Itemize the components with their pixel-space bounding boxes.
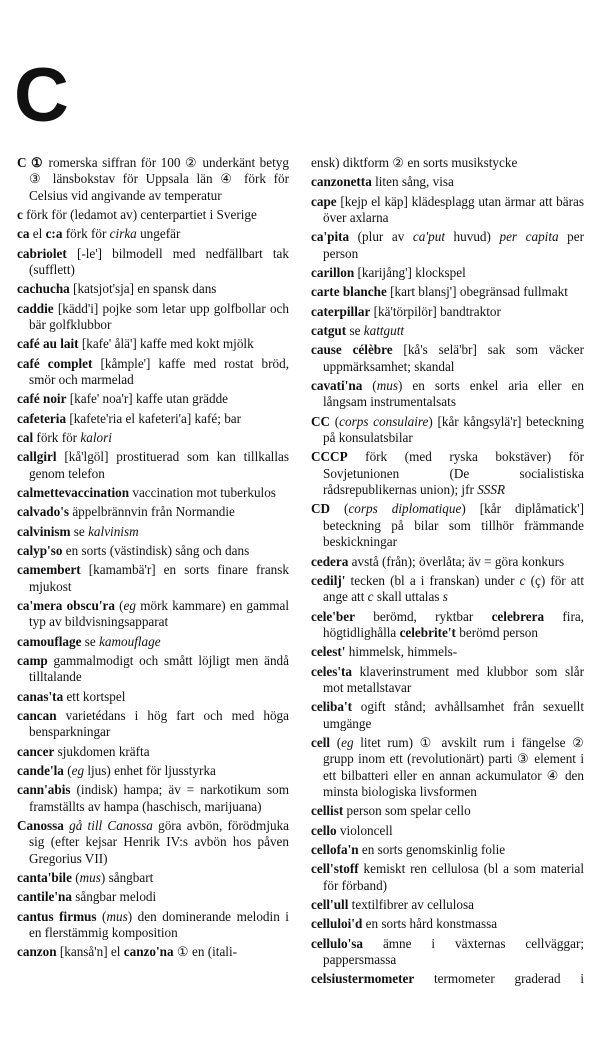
dictionary-entry — [17, 356, 289, 389]
dictionary-entry — [17, 504, 289, 520]
entry-headword: cell — [311, 734, 331, 750]
entry-text: fira, högtidlighålla — [323, 608, 584, 640]
entry-text: äppelbrännvin från Normandie — [69, 504, 235, 520]
entry-text: himmelsk, himmels- — [345, 644, 458, 660]
entry-text: liten sång, visa — [371, 174, 454, 190]
dictionary-entry — [311, 803, 584, 819]
entry-headword: cellist — [311, 803, 344, 819]
entry-italic: corps diplomatique — [348, 501, 462, 517]
dictionary-entry — [311, 194, 584, 227]
entry-headword: cell'stoff — [311, 861, 359, 877]
entry-headword: cantile'na — [17, 889, 72, 905]
dictionary-entry — [17, 485, 289, 501]
entry-italic: eg — [341, 734, 354, 750]
dictionary-entry — [17, 281, 289, 297]
entry-italic: c — [367, 589, 374, 605]
dictionary-entry — [311, 916, 584, 932]
entry-headword: c — [17, 207, 27, 223]
dictionary-entry — [311, 229, 584, 262]
entry-italic: c — [519, 572, 526, 588]
entry-text: ) den dominerande melodin i en flerstämmig komposition — [29, 908, 289, 940]
dictionary-entry — [17, 543, 289, 559]
entry-headword: cedera — [311, 553, 349, 569]
entry-text: en sorts genomskinlig folie — [358, 842, 506, 858]
entry-headword: canta'bile — [17, 870, 72, 885]
entry-headword: CD — [311, 501, 331, 517]
entry-text: ( — [63, 762, 72, 778]
dictionary-entry — [17, 524, 289, 540]
entry-headword: cedilj' — [311, 572, 346, 588]
entry-headword: canas'ta — [17, 688, 64, 704]
dictionary-entry — [17, 301, 289, 334]
entry-italic: eg — [71, 762, 85, 778]
entry-text: [-le'] bilmodell med nedfällbart tak (sufflett) — [29, 245, 289, 278]
entry-headword: c:a — [45, 226, 63, 242]
entry-headword: camouflage — [17, 633, 82, 649]
entry-headword: cancan — [17, 707, 57, 723]
entry-headword: Canossa — [17, 817, 64, 833]
dictionary-entry — [311, 501, 584, 550]
entry-text: gammalmodigt och smått löjligt men ändå tilltalande — [29, 652, 289, 685]
entry-text: förk för (ledamot av) centerpartiet i Sverige — [26, 207, 257, 223]
entry-italic: gå till Canossa — [69, 817, 153, 833]
dictionary-entry — [311, 699, 584, 732]
dictionary-entry — [17, 562, 289, 595]
entry-headword: ca'pita — [311, 229, 350, 245]
entry-text: berömd person — [455, 624, 538, 640]
entry-italic: per capita — [499, 229, 559, 245]
entry-text: person som spelar cello — [343, 803, 471, 819]
entry-headword: cause célèbre — [311, 342, 393, 358]
entry-headword: café noir — [17, 391, 67, 407]
entry-text: [kamambä'r] en sorts finare fransk mjukost — [29, 562, 289, 594]
entry-text: (ç) för att ange att — [323, 572, 584, 605]
entry-headword: cape — [311, 193, 337, 209]
dictionary-entry — [17, 226, 289, 242]
dictionary-entry — [311, 609, 584, 642]
dictionary-entry — [311, 414, 584, 447]
dictionary-entry — [17, 155, 289, 204]
entry-text: [katsjot'sja] en spansk dans — [69, 281, 217, 297]
entry-headword: calvado's — [17, 504, 70, 520]
entry-text: förk för — [33, 430, 81, 445]
dictionary-entry — [311, 573, 584, 606]
entry-headword: CC — [311, 413, 331, 429]
entry-headword: canzo'na — [123, 944, 174, 960]
entry-headword: ca — [17, 226, 30, 242]
entry-headword: caddie — [17, 300, 54, 316]
entry-text: göra avbön, förödmjuka sig (efter kejsar Henrik IV:s avbön hos påven Gregorius VII) — [29, 817, 290, 866]
entry-headword: cafeteria — [17, 410, 67, 426]
entry-text: ett kortspel — [63, 688, 126, 704]
entry-text: sjukdomen kräfta — [54, 743, 150, 759]
entry-italic: eg — [123, 597, 136, 613]
entry-text: ( — [114, 597, 124, 613]
entry-text: ) en sorts enkel aria eller en långsam instrumentalsats — [323, 377, 584, 410]
entry-headword: carillon — [311, 265, 355, 280]
entry-headword: cellulo'sa — [311, 935, 364, 951]
dictionary-entry — [17, 246, 289, 279]
entry-text: violoncell — [336, 822, 393, 838]
entry-headword: cann'abis — [17, 782, 71, 798]
entry-headword: camp — [17, 652, 48, 668]
dictionary-entry — [311, 842, 584, 858]
entry-text: romerska siffran för 100 ② underkänt betyg ③ länsbokstav för Uppsala län ④ förk för Celsius vid angivande av temperatur — [29, 155, 289, 203]
entry-italic: corps consulaire — [339, 413, 429, 429]
entry-text: [kart blansj'] obegränsad fullmakt — [386, 284, 568, 300]
entry-text: [kä'törpilör] bandtraktor — [370, 303, 501, 319]
entry-text: tecken (bl a i franskan) under — [345, 572, 520, 588]
entry-text: [kafete'ria el kafeteri'a] kafé; bar — [66, 410, 242, 426]
entry-headword: carte blanche — [311, 284, 387, 300]
entry-text: ( — [330, 413, 340, 429]
entry-headword: cantus firmus — [17, 908, 97, 924]
entry-italic: kalvinism — [88, 523, 139, 539]
section-letter: C — [14, 53, 67, 138]
dictionary-entry — [17, 391, 289, 407]
entry-text: [kåmple'] kaffe med rostat bröd, smör och marmelad — [29, 355, 289, 388]
entry-text: se — [81, 633, 100, 649]
dictionary-entry — [17, 744, 289, 760]
entry-headword: canzon — [17, 944, 57, 960]
dictionary-entry — [311, 735, 584, 801]
entry-headword: cal — [17, 430, 34, 445]
dictionary-entry — [311, 265, 584, 281]
entry-text: ) [kår diplåmatick'] beteckning på bilar som tillhör främmande beskickningar — [323, 501, 584, 550]
dictionary-entry — [17, 634, 289, 650]
dictionary-entry — [17, 653, 289, 686]
entry-headword: celes'ta — [311, 663, 353, 679]
dictionary-entry — [17, 207, 289, 223]
entry-text: termometer graderad i — [414, 971, 584, 987]
entry-text: berömd, ryktbar — [354, 608, 492, 624]
entry-text: ( — [71, 870, 80, 885]
entry-headword: calmettevaccination — [17, 485, 130, 500]
dictionary-entry — [17, 763, 289, 779]
entry-headword: camembert — [17, 562, 81, 578]
entry-headword: cavati'na — [311, 377, 363, 393]
entry-text: litet rum) ① avskilt rum i fängelse ② grupp inom ett (revolutionärt) parti ③ element i ett bilbatteri eller en annan ackumulator ④ den minsta biologiska livsformen — [323, 734, 584, 800]
entry-headword: celebrera — [491, 608, 545, 624]
entry-headword: cell'ull — [311, 897, 349, 913]
entry-headword: celluloi'd — [311, 916, 363, 932]
entry-italic: mus — [106, 908, 128, 924]
entry-headword: ca'mera obscu'ra — [17, 597, 115, 613]
dictionary-entry — [311, 554, 584, 570]
entry-headword: cele'ber — [311, 608, 355, 624]
dictionary-entry — [311, 644, 584, 660]
entry-text: [kå's selä'br] sak som väcker uppmärksamhet; skandal — [323, 342, 584, 374]
dictionary-entry — [17, 889, 289, 905]
entry-text: ( — [330, 734, 342, 750]
dictionary-entry — [311, 936, 584, 969]
dictionary-entry — [17, 909, 289, 942]
dictionary-entry — [311, 174, 584, 190]
entry-headword: cande'la — [17, 762, 64, 778]
entry-italic: ca'put — [412, 229, 445, 245]
entry-text: [kå'lgöl] prostituerad som kan tillkallas genom telefon — [29, 449, 289, 481]
entry-text: (plur av — [349, 229, 413, 245]
dictionary-entry — [311, 323, 584, 339]
dictionary-entry — [17, 708, 289, 741]
entry-italic: s — [442, 589, 448, 605]
dictionary-entry — [17, 411, 289, 427]
entry-headword: cello — [311, 822, 337, 838]
dictionary-entry — [17, 449, 289, 482]
entry-text: [kafe' ålä'] kaffe med kokt mjölk — [78, 336, 254, 352]
entry-headword: calyp'so — [17, 542, 63, 558]
entry-text: ljus) enhet för ljusstyrka — [84, 762, 216, 778]
entry-text: en sorts hård konstmassa — [362, 916, 498, 932]
entry-text: ämne i växternas cellväggar; pappersmassa — [323, 935, 584, 968]
entry-text: textilfibrer av cellulosa — [348, 897, 474, 913]
entry-text: [kafe' noa'r] kaffe utan grädde — [66, 391, 229, 407]
entry-headword: caterpillar — [311, 303, 371, 319]
entry-text: avstå (från); överlåta; äv = göra konkurs — [348, 553, 565, 569]
entry-text: förk (med ryska bokstäver) för Sovjetunionen (De socialistiska rådsrepublikernas union); jfr — [323, 449, 584, 498]
entry-text: [karijång'] klockspel — [354, 265, 466, 280]
entry-text: se — [70, 523, 89, 539]
entry-text: [kanså'n] el — [56, 944, 124, 960]
entry-headword: celsiustermometer — [311, 971, 415, 987]
dictionary-entry — [17, 944, 289, 960]
entry-italic: kamouflage — [99, 633, 161, 649]
entry-text: ① en (itali- — [173, 944, 238, 960]
entry-italic: kalori — [80, 430, 112, 445]
entry-text: ) [kår kångsylä'r] beteckning på konsulatsbilar — [323, 413, 584, 445]
entry-italic: cirka — [109, 226, 137, 242]
entry-text: en sorts (västindisk) sång och dans — [62, 542, 250, 558]
entry-text: ensk) diktform ② en sorts musikstycke — [311, 155, 518, 170]
entry-headword: cancer — [17, 743, 55, 759]
entry-text: klaverinstrument med klubbor som slår mot metallstavar — [323, 663, 584, 695]
dictionary-entry — [17, 598, 289, 631]
entry-text: varietédans i hög fart och med höga bensparkningar — [29, 707, 289, 740]
entry-text: vaccination mot tuberkulos — [129, 485, 276, 500]
entry-headword: celest' — [311, 644, 346, 660]
entry-text: ogift stånd; avhållsamhet från sexuellt umgänge — [323, 699, 584, 731]
entry-headword: café complet — [17, 355, 93, 371]
entry-text: ( — [362, 377, 377, 393]
entry-text: kemiskt ren cellulosa (bl a som material för förband) — [323, 861, 584, 893]
entry-text: sångbar melodi — [71, 889, 157, 905]
dictionary-entry — [17, 689, 289, 705]
dictionary-entry — [311, 342, 584, 375]
entry-headword: cabriolet — [17, 245, 67, 261]
entry-italic: SSSR — [477, 482, 506, 498]
dictionary-entry — [311, 897, 584, 913]
entry-text: [kädd'i] pojke som letar upp golfbollar och bär golfklubbor — [29, 300, 289, 333]
entry-headword: cellofa'n — [311, 842, 359, 858]
entry-headword: celiba't — [311, 699, 353, 715]
entry-headword: canzonetta — [311, 174, 372, 190]
left-column — [17, 155, 289, 964]
entry-headword: callgirl — [17, 449, 57, 465]
entry-text: (indisk) hampa; äv = narkotikum som framställts av hampa (haschisch, marijuana) — [29, 782, 289, 814]
entry-headword: C ① — [17, 155, 49, 170]
entry-headword: celebrite't — [399, 624, 456, 640]
entry-text: ( — [96, 908, 107, 924]
entry-headword: CCCP — [311, 449, 348, 465]
dictionary-entry — [311, 155, 584, 171]
entry-text: ungefär — [136, 226, 181, 242]
dictionary-entry — [17, 336, 289, 352]
entry-text: huvud) — [445, 229, 500, 245]
entry-text: [kejp el käp] klädesplagg utan ärmar att bäras över axlarna — [323, 193, 584, 225]
entry-text: ) sångbart — [100, 870, 154, 885]
dictionary-entry — [17, 870, 289, 886]
entry-text: per person — [323, 229, 584, 261]
dictionary-entry — [311, 284, 584, 300]
entry-italic: kattgutt — [363, 322, 405, 338]
dictionary-entry — [311, 378, 584, 411]
dictionary-entry — [17, 818, 289, 867]
entry-text: el — [29, 226, 46, 242]
right-column — [311, 155, 584, 991]
dictionary-entry — [17, 430, 289, 446]
dictionary-entry — [311, 449, 584, 498]
entry-headword: catgut — [311, 322, 347, 338]
entry-text: förk för — [62, 226, 110, 242]
entry-headword: cachucha — [17, 281, 70, 297]
entry-italic: mus — [79, 870, 101, 885]
dictionary-entry — [311, 823, 584, 839]
entry-italic: mus — [376, 377, 398, 393]
dictionary-entry — [311, 971, 584, 987]
dictionary-entry — [311, 861, 584, 894]
entry-text: ( — [330, 501, 349, 517]
entry-text: mörk kammare) en gammal typ av bildvisningsapparat — [29, 597, 289, 630]
dictionary-entry — [17, 782, 289, 815]
entry-headword: calvinism — [17, 523, 71, 539]
dictionary-entry — [311, 304, 584, 320]
entry-text: skall uttalas — [373, 589, 443, 605]
entry-headword: café au lait — [17, 336, 79, 352]
dictionary-entry — [311, 664, 584, 697]
entry-text: se — [346, 322, 364, 338]
